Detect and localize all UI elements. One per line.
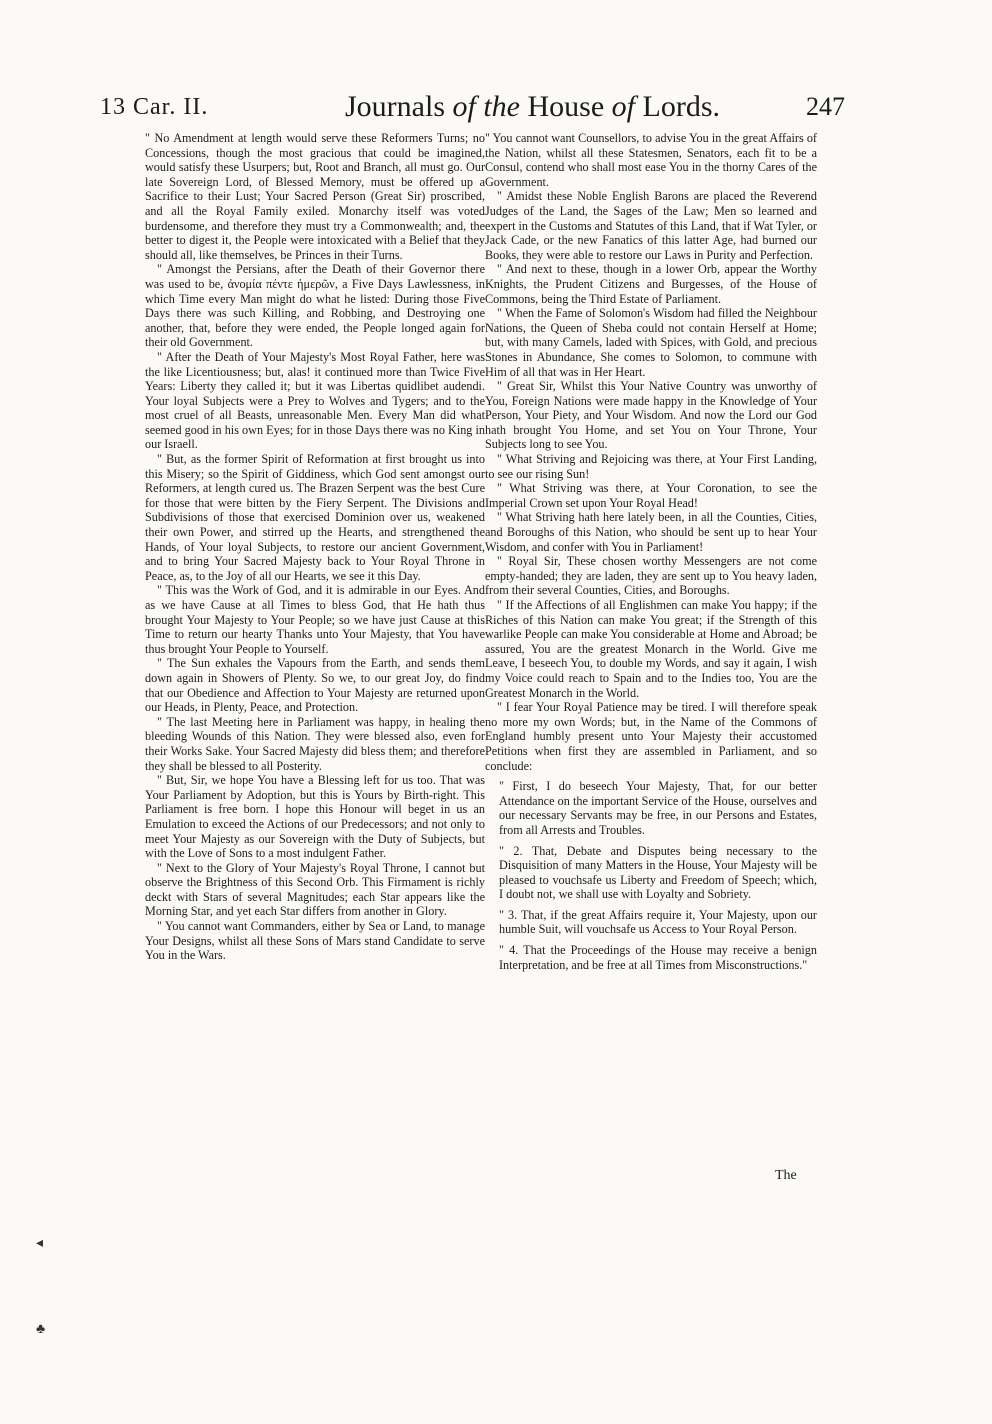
petition-item: " 3. That, if the great Affairs require it, Your Majesty, upon our humble Suit, will vouchsafe us Access to Your Royal Person. — [499, 907, 817, 937]
margin-ornament-icon: ♣ — [36, 1322, 46, 1337]
running-title — [345, 90, 720, 124]
title-of-the: of the — [452, 90, 520, 123]
paragraph: " If the Affections of all Englishmen can make You happy; if the Riches of this Nation can make You great; if the Strength of this warlike People can make You considerable at Home and Abroad; be assured, You are the greatest Monarch in the World. Give me Leave, I beseech You, to double my Words, and say it again, I wish my Voice could reach to Spain and to the Indies too, You are the Greatest Monarch in the World. — [485, 598, 817, 700]
paragraph: " Royal Sir, These chosen worthy Messengers are not come empty-handed; they are laden, they are sent up to You heavy laden, from their several Counties, Cities, and Boroughs. — [485, 554, 817, 598]
paragraph: " What Striving hath here lately been, in all the Counties, Cities, and Boroughs of this Nation, who should be sent up to hear Your Wisdom, and confer with You in Parliament! — [485, 510, 817, 554]
paragraph: " What Striving was there, at Your Coronation, to see the Imperial Crown set upon Your Royal Head! — [485, 481, 817, 510]
paragraph: " Amongst the Persians, after the Death of their Governor there was used to be, ἀνομία πέντε ἡμερῶν, a Five Days Lawlessness, in which Time every Man might do what he listed: During those Five Days there was such Killing, and Robbing, and Destroying one another, that, before they were ended, the People longed again for their old Government. — [145, 262, 485, 350]
petition-item: " 2. That, Debate and Disputes being necessary to the Disquisition of many Matters in the House, Your Majesty will be pleased to vouchsafe us Liberty and Freedom of Speech; which, I doubt not, we shall use with Loyalty and Sobriety. — [499, 843, 817, 902]
margin-arrow-icon: ◂ — [36, 1236, 44, 1251]
paragraph: " You cannot want Commanders, either by Sea or Land, to manage Your Designs, whilst all these Sons of Mars stand Candidate to serve You in the Wars. — [145, 919, 485, 963]
title-house: House — [527, 90, 605, 123]
paragraph: " Next to the Glory of Your Majesty's Royal Throne, I cannot but observe the Brightness of this Second Orb. This Firmament is richly deckt with Stars of several Magnitudes; each Star appears like the Morning Star, and yet each Star differs from another in Glory. — [145, 860, 485, 919]
paragraph: " I fear Your Royal Patience may be tired. I will therefore speak no more my own Words; but, in the Name of the Commons of England humbly present unto Your Majesty their accustomed Petitions when first they are assembled in Parliament, and so conclude: — [485, 700, 817, 773]
paragraph: " After the Death of Your Majesty's Most Royal Father, here was the like Licentiousness; but, alas! it continued more than Twice Five Years: Liberty they called it; but it was Libertas quidlibet audendi. Your loyal Subjects were a Prey to Wolves and Tygers; and to the most cruel of all Beasts, unreasonable Men. Every Man did what seemed good in his own Eyes; for in those Days there was no King in our Israell. — [145, 349, 485, 452]
paragraph: " What Striving and Rejoicing was there, at Your First Landing, to see our rising Sun! — [485, 452, 817, 481]
paragraph: " You cannot want Counsellors, to advise You in the great Affairs of the Nation, whilst all these Statesmen, Senators, each fit to be a Consul, contend who shall most ease You in the thorny Cares of the Government. — [485, 131, 817, 189]
paragraph: " And next to these, though in a lower Orb, appear the Worthy Knights, the Prudent Citizens and Burgesses, of the House of Commons, being the Third Estate of Parliament. — [485, 262, 817, 306]
regnal-year: 13 Car. II. — [100, 94, 209, 120]
right-column — [485, 131, 817, 972]
petition-item: " First, I do beseech Your Majesty, That, for our better Attendance on the important Service of the House, ourselves and our necessary Servants may be free, in our Persons and Estates, from all Arrests and Troubles. — [499, 779, 817, 837]
title-lords: Lords. — [642, 90, 720, 123]
title-journals: Journals — [345, 90, 445, 123]
paragraph: " The last Meeting here in Parliament was happy, in healing the bleeding Wounds of this Nation. They were blessed also, even for their Works Sake. Your Sacred Majesty did bless them; and therefore they shall be blessed to all Posterity. — [145, 714, 485, 773]
page-header — [100, 88, 845, 128]
petition-item: " 4. That the Proceedings of the House may receive a benign Interpretation, and be free at all Times from Misconstructions." — [499, 943, 817, 972]
paragraph: " Amidst these Noble English Barons are placed the Reverend Judges of the Land, the Sages of the Law; Men so learned and expert in the Customs and Statutes of this Land, that if Wat Tyler, or Jack Cade, or the new Fanatics of this latter Age, had burned our Books, they were able to restore our Laws in Purity and Perfection. — [485, 189, 817, 262]
page-number: 247 — [806, 92, 845, 121]
paragraph: " No Amendment at length would serve these Reformers Turns; no Concessions, though the most gracious that could be imagined, would satisfy these Usurpers; but, Root and Branch, all must go. Our late Sovereign Lord, of Blessed Memory, must be offered up a Sacrifice to their Lust; Your Sacred Person (Great Sir) proscribed, and all the Royal Family exiled. Monarchy itself was voted burdensome, and therefore they must try a Commonwealth; and, the better to digest it, the People were intoxicated with a Belief that they should all, like themselves, be Princes in their Turns. — [145, 131, 485, 262]
paragraph: " But, Sir, we hope You have a Blessing left for us too. That was Your Parliament by Adoption, but this is Yours by Birth-right. This Parliament is free born. I hope this Honour will beget in us an Emulation to exceed the Actions of our Predecessors; and not only to meet Your Majesty as our Sovereign with the Duty of Subjects, but with the Love of Sons to a most indulgent Father. — [145, 773, 485, 861]
catchword: The — [775, 1168, 797, 1183]
paragraph: " When the Fame of Solomon's Wisdom had filled the Neighbour Nations, the Queen of Sheba could not contain Herself at Home; but, with many Camels, laded with Spices, with Gold, and precious Stones in Abundance, She comes to Solomon, to commune with Him of all that was in Her Heart. — [485, 306, 817, 379]
title-of: of — [611, 90, 635, 123]
left-column — [145, 131, 485, 963]
paragraph: " Great Sir, Whilst this Your Native Country was unworthy of You, Foreign Nations were made happy in the Knowledge of Your Person, Your Piety, and Your Wisdom. And now the Lord our God hath brought You Home, and set You on Your Throne, Your Subjects long to see You. — [485, 379, 817, 452]
paragraph: " But, as the former Spirit of Reformation at first brought us into this Misery; so the Spirit of Giddiness, which God sent amongst our Reformers, at length cured us. The Brazen Serpent was the best Cure for those that were bitten by the Fiery Serpent. The Divisions and Subdivisions of those that exercised Dominion over us, weakened their own Power, and stirred up the Hearts, and strengthened the Hands, of Your loyal Subjects, to restore our ancient Government, and to bring Your Sacred Majesty back to Your Royal Throne in Peace, as, to the Joy of all our Hearts, we see it this Day. — [145, 452, 485, 583]
paragraph: " This was the Work of God, and it is admirable in our Eyes. And as we have Cause at all Times to bless God, that He hath thus brought Your Majesty to Your People; so we have just Cause at this Time to return our hearty Thanks unto Your Majesty, that You have thus brought Your People to Yourself. — [145, 583, 485, 656]
paragraph: " The Sun exhales the Vapours from the Earth, and sends them down again in Showers of Plenty. So we, to our great Joy, do find that our Obedience and Affection to Your Majesty are returned upon our Heads, in Plenty, Peace, and Protection. — [145, 656, 485, 715]
